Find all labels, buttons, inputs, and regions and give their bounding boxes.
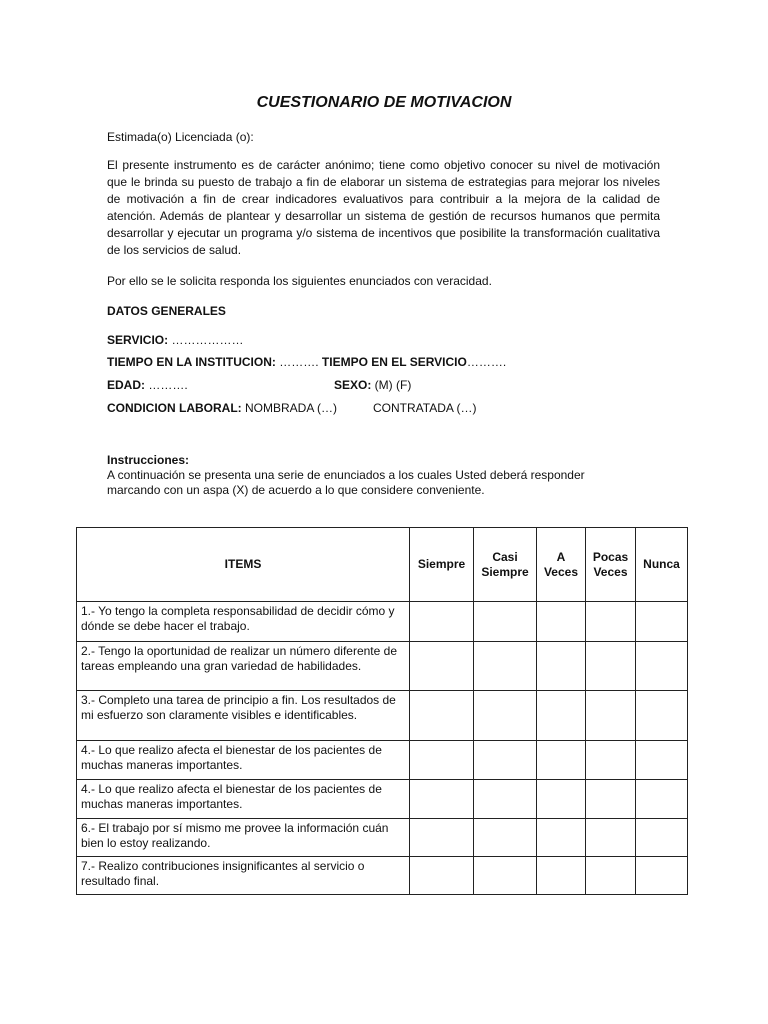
table-row <box>77 819 688 857</box>
answer-cell-a-veces[interactable] <box>537 780 586 819</box>
casi-siempre-header <box>474 528 537 602</box>
answer-cell-casi-siempre[interactable] <box>474 602 537 642</box>
servicio-label: SERVICIO: <box>107 333 169 347</box>
answer-cell-nunca[interactable] <box>636 602 688 642</box>
answer-cell-casi-siempre[interactable] <box>474 691 537 741</box>
answer-cell-a-veces[interactable] <box>537 857 586 895</box>
table-row <box>77 857 688 895</box>
general-data-heading: DATOS GENERALES <box>107 304 226 318</box>
siempre-header-label: Siempre <box>417 557 466 571</box>
answer-cell-casi-siempre[interactable] <box>474 819 537 857</box>
edad-line <box>107 378 188 392</box>
items-header: ITEMS <box>77 528 410 602</box>
siempre-header <box>410 528 474 602</box>
contratada-option: CONTRATADA (…) <box>373 401 477 415</box>
item-text: 4.- Lo que realizo afecta el bienestar de los pacientes de muchas maneras importantes. <box>77 780 410 819</box>
nombrada-option: NOMBRADA (…) <box>241 401 337 415</box>
answer-cell-a-veces[interactable] <box>537 819 586 857</box>
answer-cell-pocas-veces[interactable] <box>586 857 636 895</box>
item-text: 4.- Lo que realizo afecta el bienestar de los pacientes de muchas maneras importantes. <box>77 741 410 780</box>
answer-cell-a-veces[interactable] <box>537 642 586 691</box>
table-row <box>77 741 688 780</box>
answer-cell-nunca[interactable] <box>636 780 688 819</box>
answer-cell-casi-siempre[interactable] <box>474 780 537 819</box>
item-text: 3.- Completo una tarea de principio a fin. Los resultados de mi esfuerzo son claramente visibles e identificables. <box>77 691 410 741</box>
condicion-line <box>107 401 337 415</box>
answer-cell-nunca[interactable] <box>636 819 688 857</box>
pocas-veces-header-line1: Pocas <box>592 549 629 564</box>
answer-cell-nunca[interactable] <box>636 857 688 895</box>
answer-cell-siempre[interactable] <box>410 819 474 857</box>
tiempo-servicio-label: TIEMPO EN EL SERVICIO <box>321 355 467 369</box>
answer-cell-a-veces[interactable] <box>537 602 586 642</box>
answer-cell-pocas-veces[interactable] <box>586 602 636 642</box>
a-veces-header-line1: A <box>556 549 566 564</box>
answer-cell-casi-siempre[interactable] <box>474 642 537 691</box>
sexo-line <box>334 378 411 392</box>
pocas-veces-header-line2: Veces <box>593 564 628 579</box>
answer-cell-nunca[interactable] <box>636 691 688 741</box>
intro-paragraph: El presente instrumento es de carácter anónimo; tiene como objetivo conocer su nivel de motivación que le brinda su puesto de trabajo a fin de elaborar un sistema de estrategias para mejorar los niveles de motivación a fin de crear indicadores evaluativos para contribuir a la mejora de la calidad de atención. Además de plantear y desarrollar un sistema de gestión de recursos humanos que permita desarrollar y ejecutar un programa y/o sistema de incentivos que posibilite la transformación cualitativa de los servicios de salud. <box>107 158 660 257</box>
answer-cell-nunca[interactable] <box>636 642 688 691</box>
instructions-text: A continuación se presenta una serie de enunciados a los cuales Usted deberá responder marcando con un aspa (X) de acuerdo a lo que considere conveniente. <box>107 468 585 497</box>
nunca-header <box>636 528 688 602</box>
item-text: 2.- Tengo la oportunidad de realizar un número diferente de tareas empleando una gran variedad de habilidades. <box>77 642 410 691</box>
answer-cell-pocas-veces[interactable] <box>586 819 636 857</box>
tiempo-institucion-label: TIEMPO EN LA INSTITUCION: <box>107 355 276 369</box>
answer-cell-nunca[interactable] <box>636 741 688 780</box>
tiempo-institucion-blank: ………. <box>275 355 319 369</box>
questionnaire-table <box>76 527 688 895</box>
answer-cell-pocas-veces[interactable] <box>586 691 636 741</box>
answer-cell-a-veces[interactable] <box>537 691 586 741</box>
answer-cell-casi-siempre[interactable] <box>474 857 537 895</box>
answer-cell-pocas-veces[interactable] <box>586 642 636 691</box>
condicion-label: CONDICION LABORAL: <box>107 401 242 415</box>
answer-cell-siempre[interactable] <box>410 857 474 895</box>
answer-cell-siempre[interactable] <box>410 691 474 741</box>
a-veces-header-line2: Veces <box>543 564 579 579</box>
answer-cell-pocas-veces[interactable] <box>586 741 636 780</box>
item-text: 1.- Yo tengo la completa responsabilidad de decidir cómo y dónde se debe hacer el trabajo. <box>77 602 410 642</box>
answer-cell-a-veces[interactable] <box>537 741 586 780</box>
table-row <box>77 602 688 642</box>
casi-siempre-header-line2: Siempre <box>481 564 529 579</box>
servicio-line <box>107 333 243 347</box>
table-header-row <box>77 528 688 602</box>
servicio-blank: ……………… <box>168 333 244 347</box>
pocas-veces-header <box>586 528 636 602</box>
sexo-label: SEXO: <box>334 378 372 392</box>
tiempo-line <box>107 355 506 369</box>
answer-cell-pocas-veces[interactable] <box>586 780 636 819</box>
table-row <box>77 642 688 691</box>
greeting: Estimada(o) Licenciada (o): <box>107 130 254 144</box>
casi-siempre-header-line1: Casi <box>492 549 518 564</box>
answer-cell-siempre[interactable] <box>410 780 474 819</box>
table-row <box>77 780 688 819</box>
nunca-header-label: Nunca <box>643 557 680 571</box>
tiempo-servicio-blank: ………. <box>466 355 507 369</box>
answer-cell-siempre[interactable] <box>410 741 474 780</box>
answer-cell-casi-siempre[interactable] <box>474 741 537 780</box>
answer-cell-siempre[interactable] <box>410 642 474 691</box>
a-veces-header <box>537 528 586 602</box>
instructions-heading: Instrucciones: <box>107 453 190 467</box>
edad-blank: ………. <box>145 378 188 392</box>
table-row <box>77 691 688 741</box>
answer-cell-siempre[interactable] <box>410 602 474 642</box>
item-text: 7.- Realizo contribuciones insignificantes al servicio o resultado final. <box>77 857 410 895</box>
document-title: CUESTIONARIO DE MOTIVACION <box>256 94 512 111</box>
request-paragraph: Por ello se le solicita responda los siguientes enunciados con veracidad. <box>107 274 492 288</box>
sexo-options: (M) (F) <box>371 378 412 392</box>
edad-label: EDAD: <box>107 378 145 392</box>
item-text: 6.- El trabajo por sí mismo me provee la información cuán bien lo estoy realizando. <box>77 819 410 857</box>
